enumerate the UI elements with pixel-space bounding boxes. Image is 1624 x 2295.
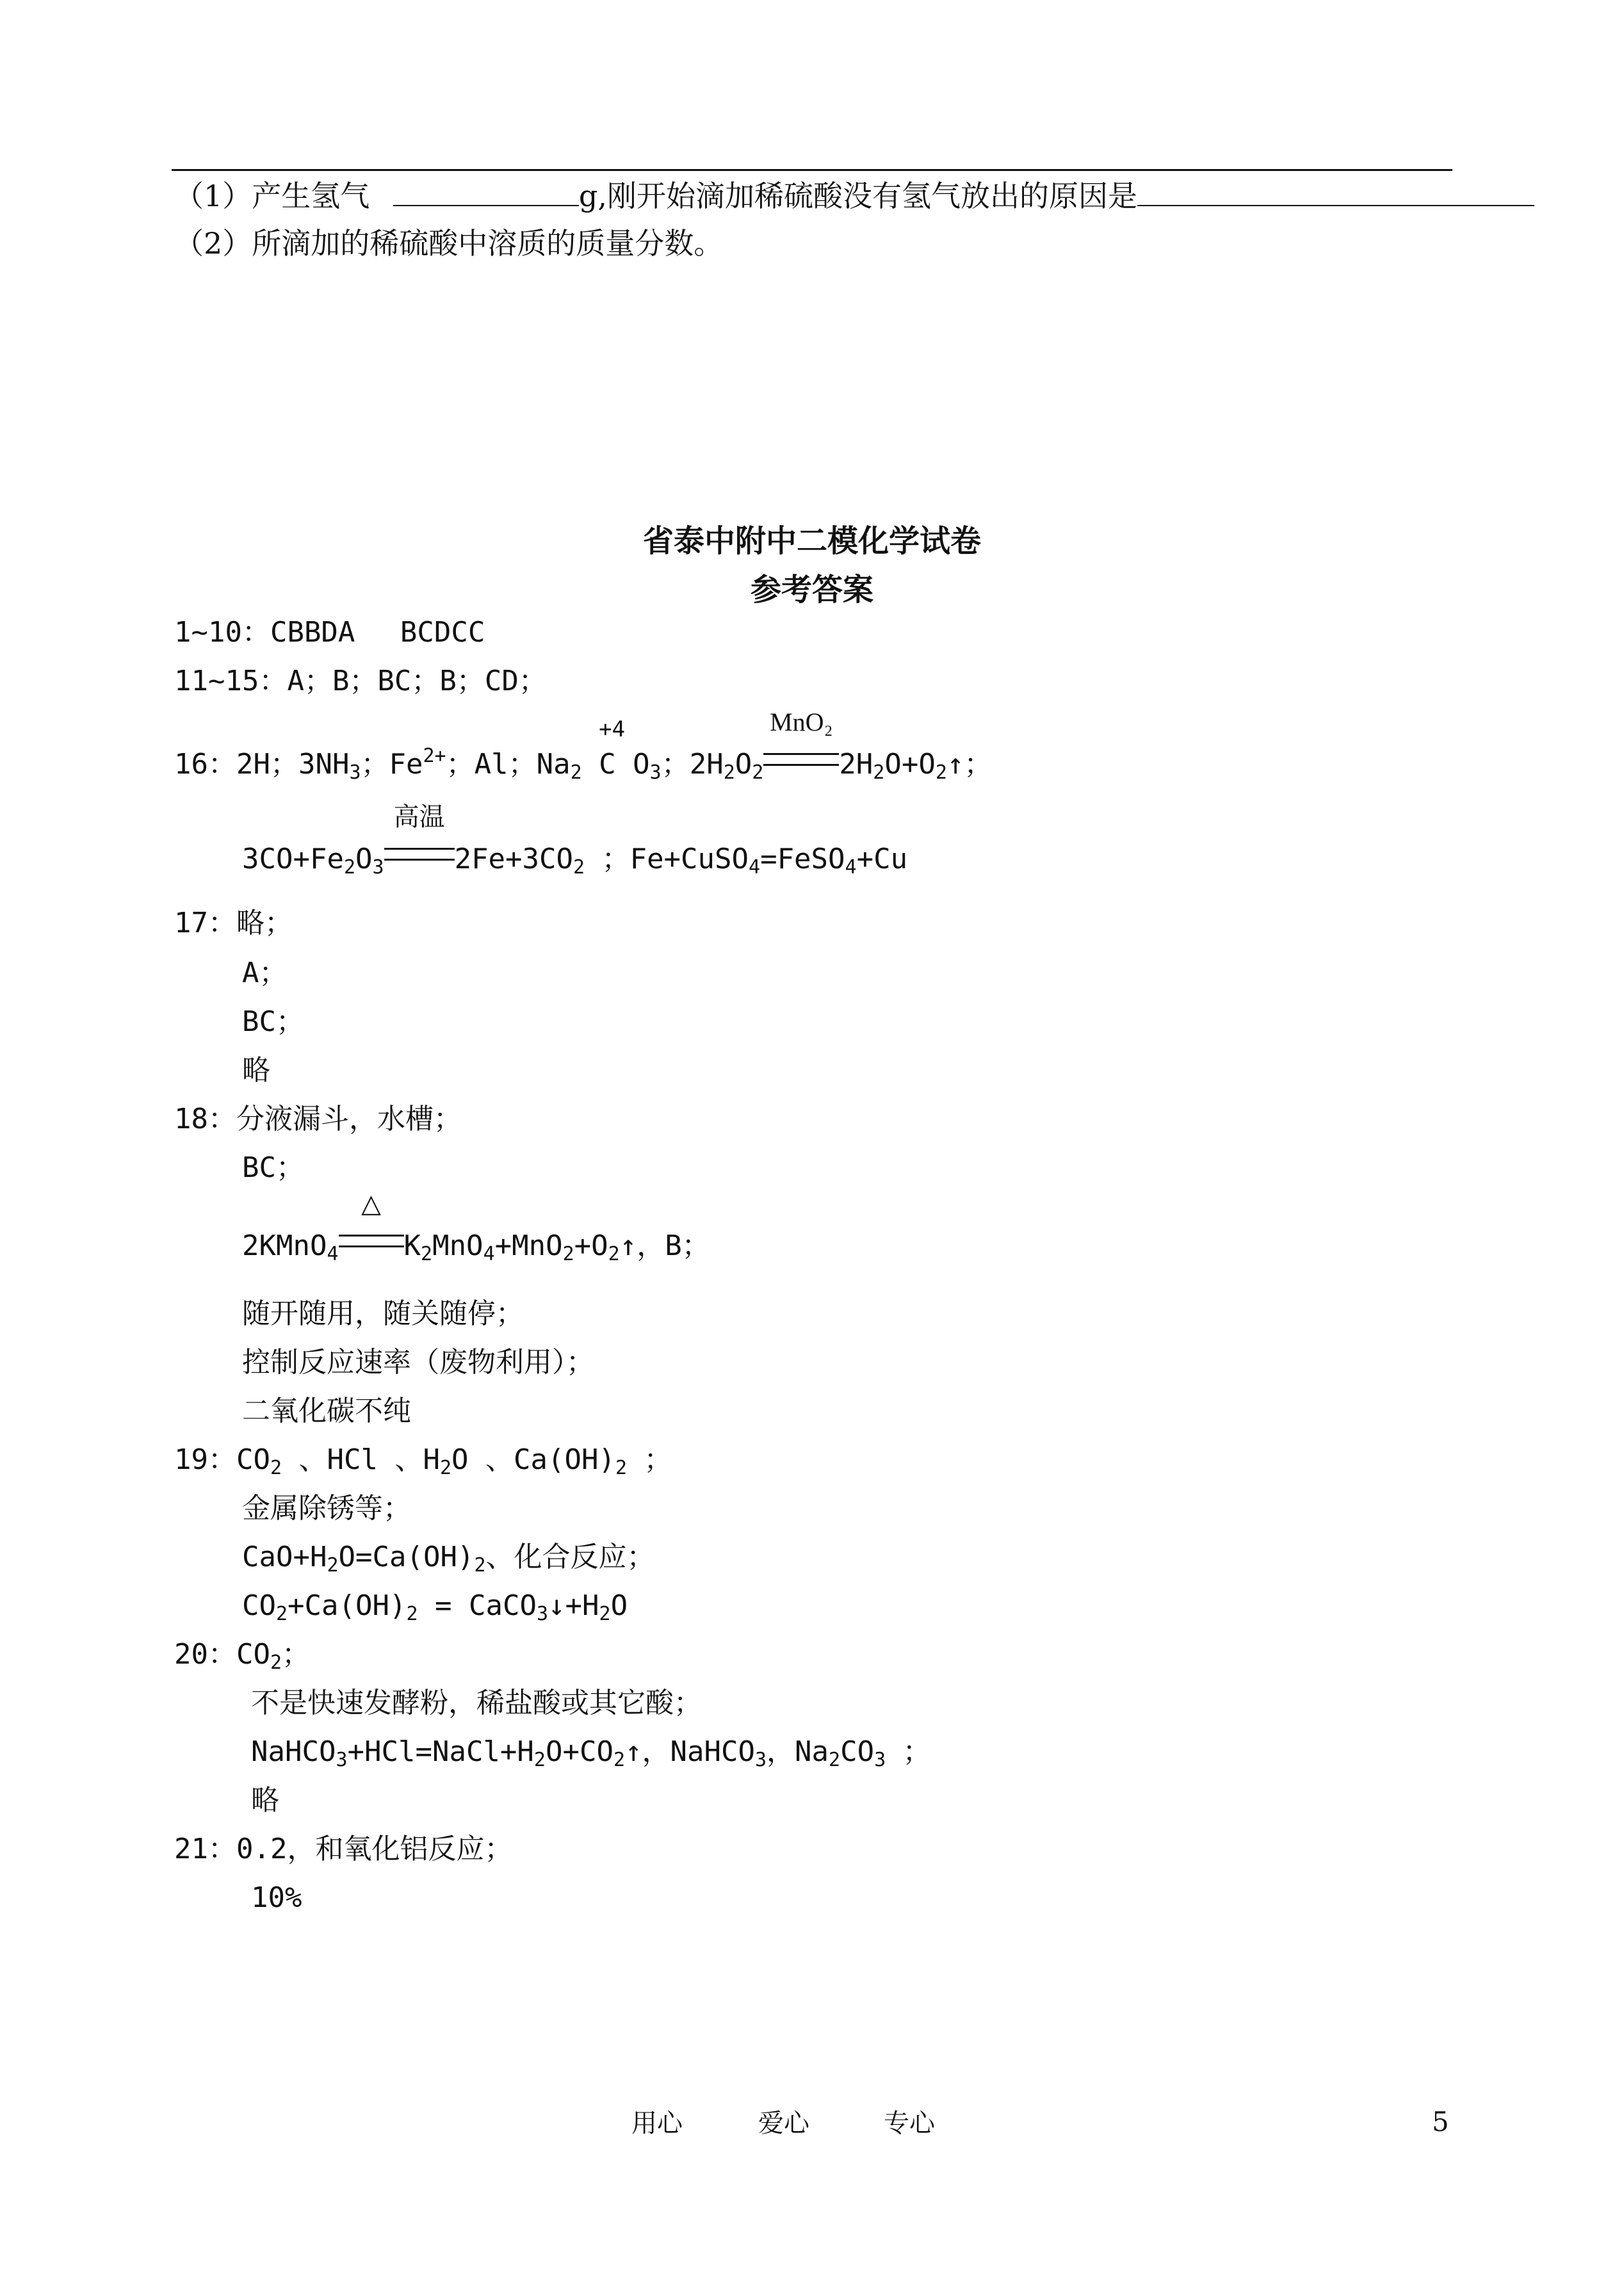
a18-eq-f: ↑，B； <box>619 1229 710 1262</box>
a18-eq-e: +O <box>574 1229 608 1262</box>
a19-l4-e: O <box>610 1589 628 1622</box>
reason-blank[interactable] <box>1137 177 1534 206</box>
a16-p8-sub: 2 <box>935 761 947 784</box>
answer-title: 省泰中附中二模化学试卷 <box>642 523 981 559</box>
a16-p4: O <box>633 748 650 781</box>
a18-eq-a-sub: 4 <box>327 1243 339 1265</box>
answer-18-line-1 <box>174 1100 462 1139</box>
answer-16-line-1 <box>174 708 993 784</box>
a20-l3-b: +HCl=NaCl+H <box>347 1735 534 1768</box>
a16-p6: O <box>735 748 752 781</box>
a20-l3-a: NaHCO <box>251 1735 336 1768</box>
a19-l1-b: 、HCl 、H <box>298 1443 440 1476</box>
answer-16-line-2 <box>242 802 908 879</box>
a16-l2-c: 2Fe+3CO <box>454 843 574 875</box>
a18-eq-b: K <box>403 1229 421 1262</box>
answer-17-line-2: A； <box>242 957 288 989</box>
a18-eq-e-sub: 2 <box>608 1243 620 1265</box>
answer-19-line-2: 金属除锈等； <box>242 1492 411 1525</box>
answer-20-line-1 <box>174 1635 310 1674</box>
a16-l2-e-sub: 4 <box>845 856 857 879</box>
a19-l3-a-sub: 2 <box>327 1554 339 1577</box>
answer-subtitle: 参考答案 <box>750 572 873 608</box>
a16-p3-sub: 2 <box>570 761 582 784</box>
high-temp-label: 高温 <box>393 802 445 831</box>
question-part-1 <box>174 177 1534 215</box>
part-1-prefix: （1）产生氢气 <box>174 179 370 213</box>
a16-p1-sub: 3 <box>349 761 361 784</box>
a16-p5: ；2H <box>661 748 724 781</box>
a20-l3-e: ，Na <box>767 1735 829 1768</box>
catalyst-label: MnO₂ <box>770 708 833 736</box>
a21-l1: 0.2，和氧化铝反应； <box>236 1833 513 1865</box>
a19-l4-b: +Ca(OH) <box>288 1589 407 1622</box>
a16-p9: ↑； <box>946 748 993 781</box>
a19-l1-c-sub: 2 <box>615 1457 628 1479</box>
answer-21-line-1 <box>174 1830 512 1869</box>
answer-20-line-3 <box>251 1733 931 1771</box>
a20-l3-d: ↑，NaHCO <box>625 1735 755 1768</box>
a20-l3-c-sub: 2 <box>613 1749 626 1771</box>
a16-l2-d: ；Fe+CuSO <box>601 843 749 875</box>
answer-17-line-1 <box>174 904 293 943</box>
answer-11-15: 11~15：A；B；BC；B；CD； <box>174 665 547 697</box>
carbon-valence: +4 <box>599 717 626 742</box>
a16-p6-sub: 2 <box>752 761 764 784</box>
a19-l4-c: = CaCO <box>418 1589 537 1622</box>
answer-20-number: 20： <box>174 1638 236 1671</box>
answer-17-line-3: BC； <box>242 1005 304 1038</box>
a20-l3-a-sub: 3 <box>336 1749 348 1771</box>
answer-21-line-2: 10% <box>251 1881 302 1914</box>
a20-l3-f-sub: 3 <box>874 1749 886 1771</box>
a19-l1-a: CO <box>236 1443 270 1476</box>
page-number: 5 <box>1432 2106 1449 2137</box>
a19-l1-a-sub: 2 <box>270 1457 282 1479</box>
a19-l3-c: 、化合反应； <box>485 1541 655 1573</box>
a19-l4-b-sub: 2 <box>406 1603 418 1625</box>
answer-18-line-5: 控制反应速率（废物利用）； <box>242 1346 594 1379</box>
a16-l2-a-sub: 2 <box>343 856 356 879</box>
answer-18-line-6: 二氧化碳不纯 <box>242 1395 411 1427</box>
heat-label: △ <box>361 1189 381 1218</box>
answer-20-line-2: 不是快速发酵粉，稀盐酸或其它酸； <box>251 1687 702 1719</box>
top-rule <box>172 169 1452 171</box>
a20-l3-c: O+CO <box>545 1735 613 1768</box>
a20-l3-e-sub: 2 <box>829 1749 841 1771</box>
answer-18-line-2: BC； <box>242 1151 304 1184</box>
answer-18-equation <box>242 1189 710 1265</box>
answer-18-line-4: 随开随用，随关随停； <box>242 1297 524 1330</box>
answer-19-line-4 <box>242 1587 628 1625</box>
a16-p5-sub: 2 <box>723 761 735 784</box>
answer-19-line-1 <box>174 1441 672 1479</box>
a16-l2-a: 3CO+Fe <box>242 843 344 875</box>
a19-l3-b: O=Ca(OH) <box>338 1541 475 1573</box>
answer-16-number: 16： <box>174 748 236 781</box>
a16-p7-sub: 2 <box>873 761 885 784</box>
a16-p2-sup: 2+ <box>423 745 446 767</box>
a18-eq-d: +MnO <box>494 1229 563 1262</box>
carbon-symbol: C <box>599 748 616 781</box>
hydrogen-mass-blank[interactable] <box>393 177 579 206</box>
a19-l4-a-sub: 2 <box>275 1603 288 1625</box>
a19-l3-b-sub: 2 <box>474 1554 486 1577</box>
answer-20-line-4: 略 <box>251 1784 279 1817</box>
a16-p4-sub: 3 <box>649 761 662 784</box>
a16-l2-b-sub: 3 <box>372 856 384 879</box>
heat-arrow <box>339 1189 404 1265</box>
a20-l1-a: CO <box>236 1638 270 1671</box>
a18-eq-c-sub: 4 <box>483 1243 495 1265</box>
a19-l3-a: CaO+H <box>242 1541 327 1573</box>
answer-17-number: 17： <box>174 907 236 939</box>
a16-l2-c-sub: 2 <box>573 856 585 879</box>
a19-l1-c: O 、Ca(OH) <box>451 1443 615 1476</box>
a19-l1-b-sub: 2 <box>439 1457 452 1479</box>
answer-19-number: 19： <box>174 1443 236 1476</box>
a16-l2-f: +Cu <box>856 843 908 875</box>
a18-l1: 分液漏斗，水槽； <box>236 1103 462 1135</box>
a19-l4-d-sub: 2 <box>599 1603 611 1625</box>
footer-slogan-2: 爱心 <box>758 2109 809 2138</box>
high-temp-arrow <box>384 802 455 879</box>
a20-l3-b-sub: 2 <box>533 1749 546 1771</box>
a20-l3-g: ； <box>902 1735 931 1768</box>
a16-l2-b: O <box>355 843 373 875</box>
question-part-2: （2）所滴加的稀硫酸中溶质的质量分数。 <box>174 226 724 261</box>
a18-eq-a: 2KMnO <box>242 1229 327 1262</box>
equals-arrow-3 <box>339 1235 404 1247</box>
a16-l2-d-sub: 4 <box>749 856 761 879</box>
a16-p7: 2H <box>839 748 873 781</box>
a17-l1: 略； <box>236 907 293 939</box>
a16-l2-e: =FeSO <box>760 843 845 875</box>
answer-17-line-4: 略 <box>242 1054 270 1087</box>
catalyst-arrow <box>763 708 839 784</box>
a18-eq-b-sub: 2 <box>421 1243 433 1265</box>
a19-l4-c-sub: 3 <box>536 1603 549 1625</box>
footer-slogan-3: 专心 <box>884 2109 935 2138</box>
a20-l1-b: ； <box>282 1638 311 1671</box>
answer-21-number: 21： <box>174 1833 236 1865</box>
answer-1-10: 1~10：CBBDA BCDCC <box>174 616 485 649</box>
a20-l3-f: CO <box>840 1735 875 1768</box>
carbon-with-valence <box>599 717 626 784</box>
footer-slogan-1: 用心 <box>631 2109 683 2138</box>
equals-arrow-2 <box>384 848 455 861</box>
a20-l1-a-sub: 2 <box>270 1651 282 1674</box>
a19-l4-d: ↓+H <box>548 1589 599 1622</box>
a19-l1-d: ； <box>644 1443 672 1476</box>
part-1-unit-text: g,刚开始滴加稀硫酸没有氢气放出的原因是 <box>578 179 1137 213</box>
answer-19-line-3 <box>242 1538 655 1577</box>
a18-eq-d-sub: 2 <box>562 1243 574 1265</box>
a16-p8: O+O <box>884 748 936 781</box>
a16-p1: 2H；3NH <box>236 748 350 781</box>
a19-l4-a: CO <box>242 1589 276 1622</box>
equals-arrow <box>763 753 839 766</box>
a16-p3: ；Al；Na <box>446 748 571 781</box>
a16-p2: ；Fe <box>361 748 423 781</box>
a20-l3-d-sub: 3 <box>754 1749 767 1771</box>
a18-eq-c: MnO <box>432 1229 483 1262</box>
answer-18-number: 18： <box>174 1103 236 1135</box>
